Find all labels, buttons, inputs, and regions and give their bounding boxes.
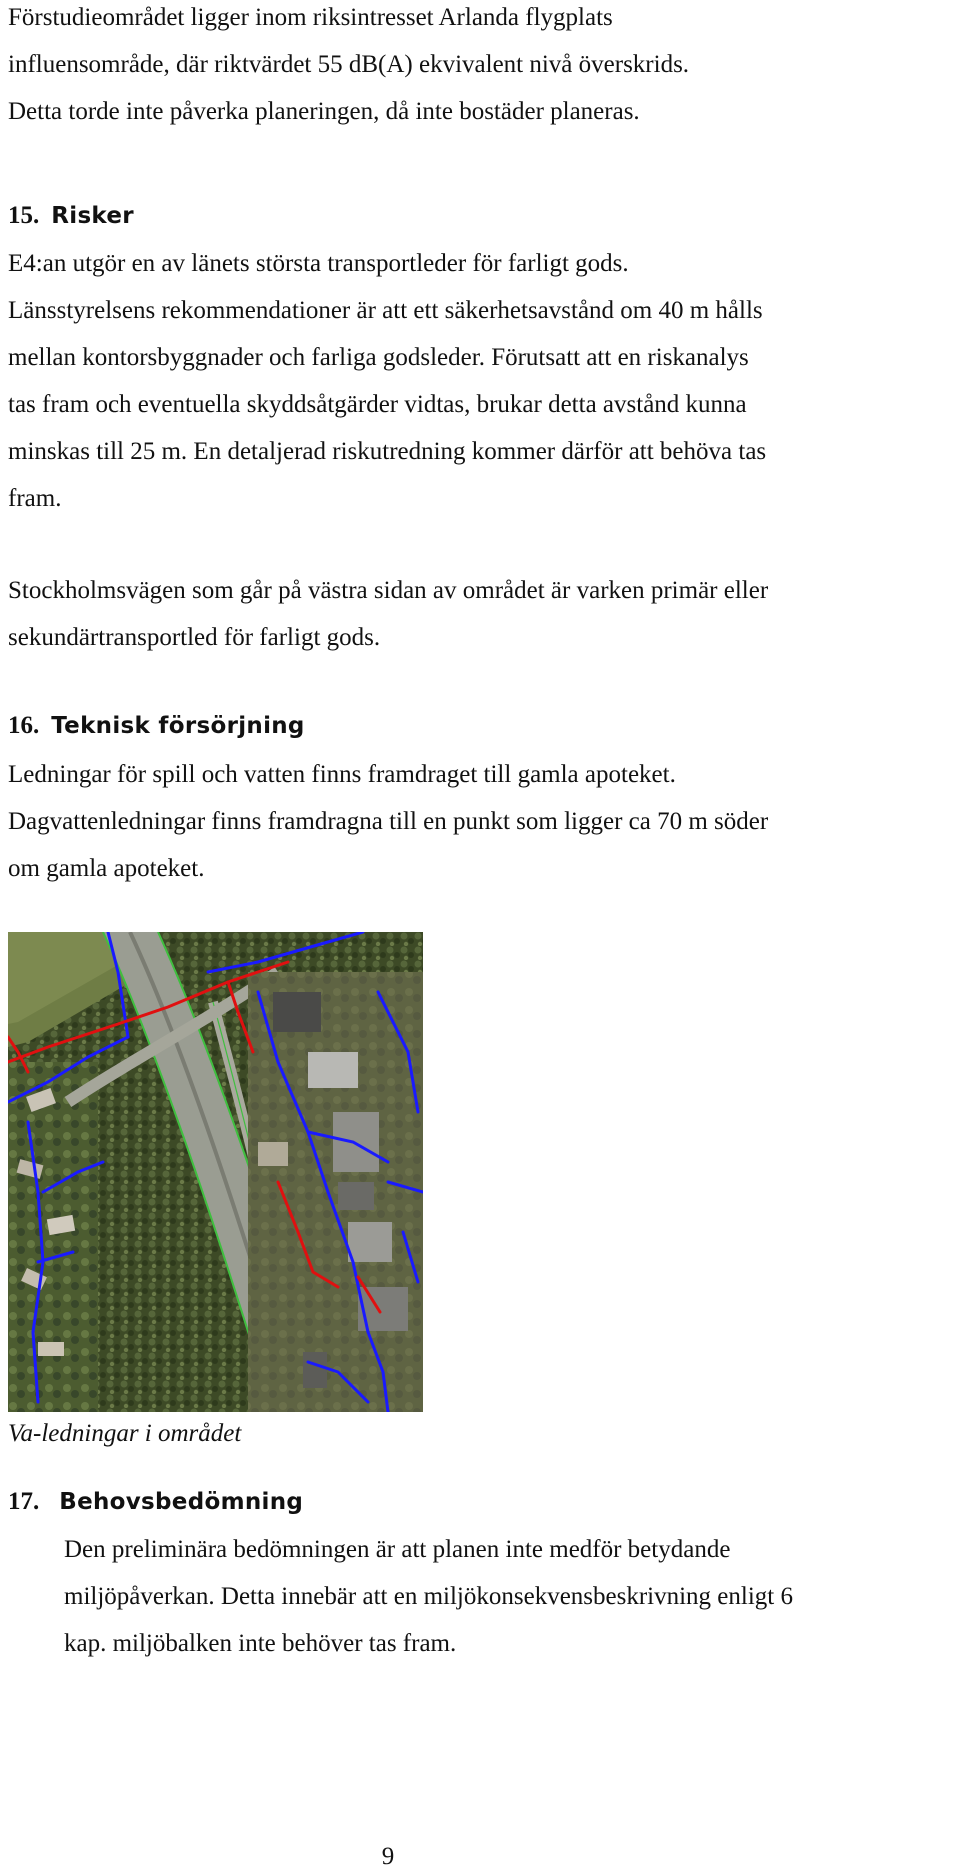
- text-line: Dagvattenledningar finns framdragna till en punkt som ligger ca 70 m söder: [8, 808, 769, 835]
- section-15-heading: [8, 196, 134, 236]
- text-line: Förstudieområdet ligger inom riksintresset Arlanda flygplats: [8, 4, 613, 31]
- section-15-paragraph-1: [8, 240, 958, 522]
- text-line: Ledningar för spill och vatten finns framdraget till gamla apoteket.: [8, 761, 676, 788]
- text-line: Stockholmsvägen som går på västra sidan av området är varken primär eller: [8, 577, 769, 604]
- section-title: Teknisk försörjning: [51, 713, 305, 739]
- text-line: Detta torde inte påverka planeringen, då inte bostäder planeras.: [8, 98, 640, 125]
- section-17-heading: [8, 1482, 303, 1522]
- section-title: Behovsbedömning: [59, 1489, 304, 1515]
- figure-caption: Va-ledningar i området: [8, 1420, 242, 1447]
- aerial-map-illustration: [8, 932, 423, 1412]
- aerial-map-image: [8, 932, 423, 1412]
- section-number: 17.: [8, 1488, 40, 1515]
- section-16-heading: [8, 706, 305, 746]
- section-number: 16.: [8, 712, 40, 739]
- text-line: minskas till 25 m. En detaljerad riskutredning kommer därför att behöva tas: [8, 438, 767, 465]
- text-line: miljöpåverkan. Detta innebär att en miljökonsekvensbeskrivning enligt 6: [64, 1583, 793, 1610]
- intro-paragraph: [8, 0, 958, 135]
- text-line: fram.: [8, 485, 62, 512]
- text-line: Länsstyrelsens rekommendationer är att ett säkerhetsavstånd om 40 m hålls: [8, 297, 763, 324]
- section-17-paragraph: [64, 1526, 960, 1667]
- text-line: kap. miljöbalken inte behöver tas fram.: [64, 1630, 457, 1657]
- text-line: sekundärtransportled för farligt gods.: [8, 624, 381, 651]
- text-line: tas fram och eventuella skyddsåtgärder vidtas, brukar detta avstånd kunna: [8, 391, 747, 418]
- text-line: om gamla apoteket.: [8, 855, 205, 882]
- text-line: mellan kontorsbyggnader och farliga godsleder. Förutsatt att en riskanalys: [8, 344, 749, 371]
- section-number: 15.: [8, 202, 40, 229]
- section-16-paragraph: [8, 751, 958, 892]
- text-line: influensområde, där riktvärdet 55 dB(A) ekvivalent nivå överskrids.: [8, 51, 690, 78]
- section-title: Risker: [51, 203, 134, 229]
- text-line: E4:an utgör en av länets största transportleder för farligt gods.: [8, 250, 629, 277]
- section-15-paragraph-2: [8, 567, 958, 661]
- page-number: 9: [381, 1843, 395, 1870]
- text-line: Den preliminära bedömningen är att planen inte medför betydande: [64, 1536, 731, 1563]
